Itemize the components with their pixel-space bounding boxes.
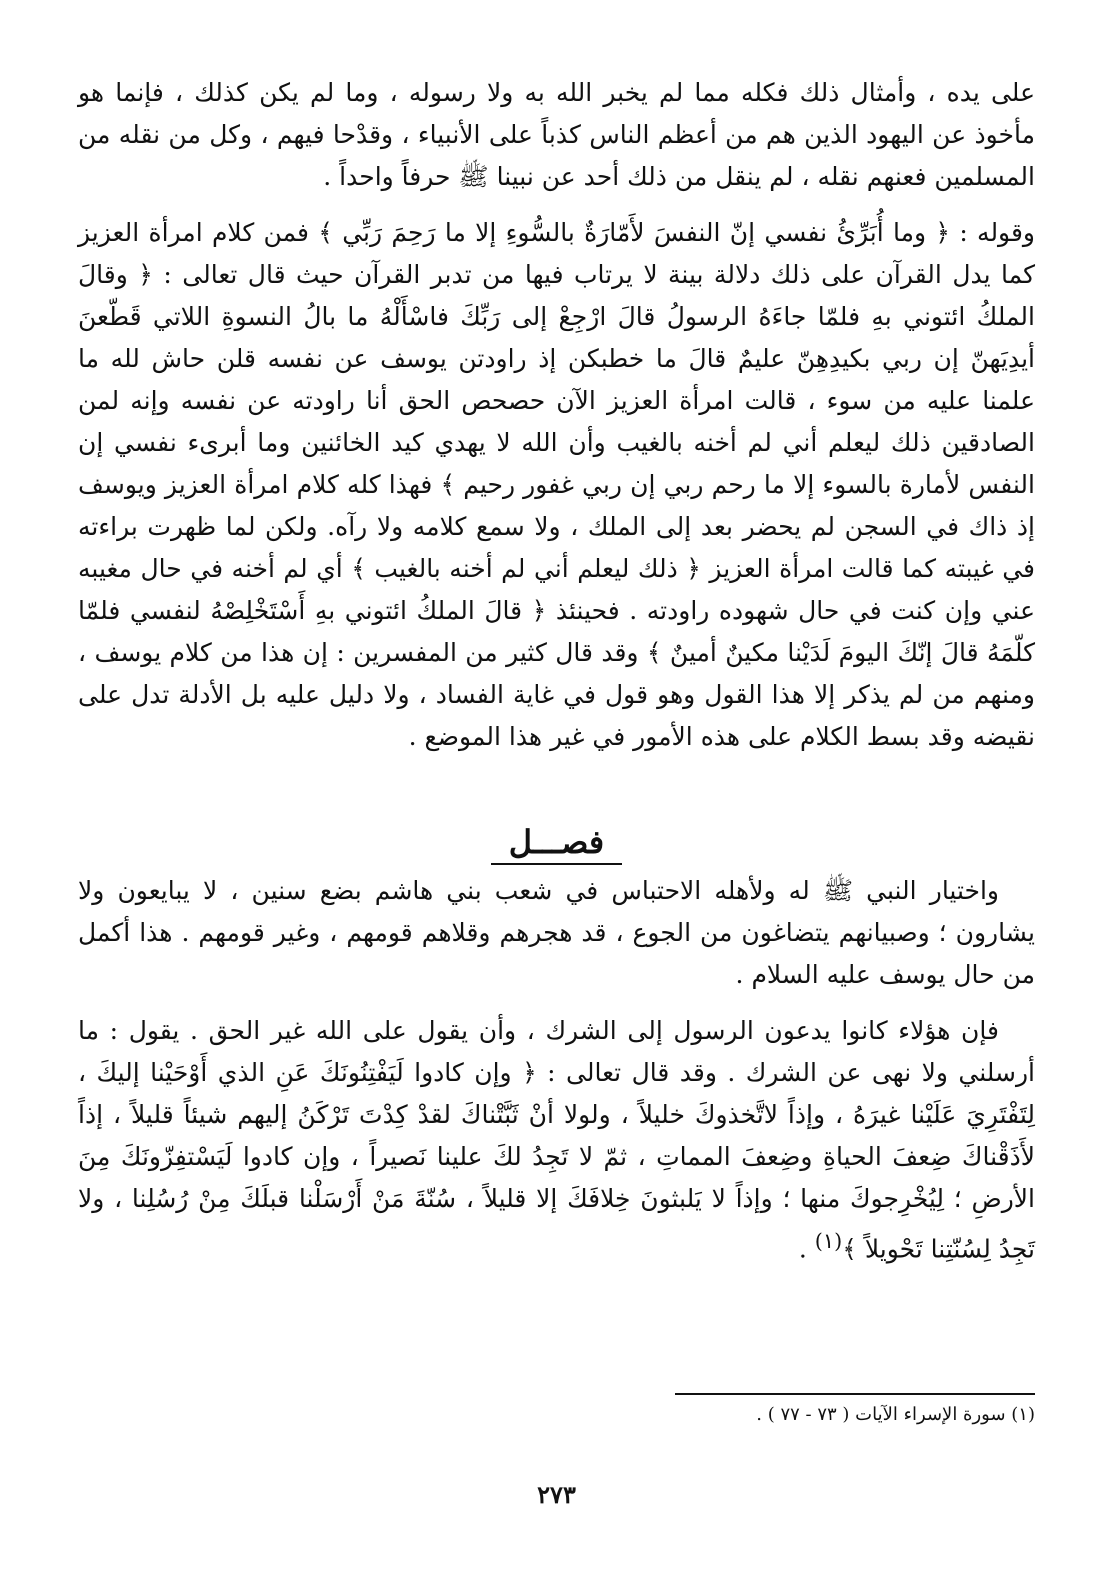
paragraph-4-end: . bbox=[798, 1234, 815, 1264]
paragraph-2: وقوله : ﴿ وما أُبَرِّئُ نفسي إنّ النفسَ لأَمّارَةٌ بالسُّوءِ إلا ما رَحِمَ رَبِّي ﴾ فمن كلام امرأة العزيز كما يدل القرآن على ذلك دلالة بينة لا يرتاب فيها من تدبر القرآن حيث قال تعالى : ﴿ وقالَ الملكُ ائتوني بهِ فلمّا جاءَهُ الرسولُ قالَ ارْجِعْ إلى رَبِّكَ فاسْأَلْهُ ما بالُ النسوةِ اللاتي قَطّعنَ أيدِيَهنّ إن ربي بكيدِهِنّ عليمٌ قالَ ما خطبكن إذ راودتن يوسف عن نفسه قلن حاش لله ما علمنا عليه من سوء ، قالت امرأة العزيز الآن حصحص الحق أنا راودته عن نفسه وإنه لمن الصادقين ذلك ليعلم أني لم أخنه بالغيب وأن الله لا يهدي كيد الخائنين وما أبرىء نفسي إن النفس لأمارة بالسوء إلا ما رحم ربي إن ربي غفور رحيم ﴾ فهذا كله كلام امرأة العزيز ويوسف إذ ذاك في السجن لم يحضر بعد إلى الملك ، ولا سمع كلامه ولا رآه. ولكن لما ظهرت براءته في غيبته كما قالت امرأة العزيز ﴿ ذلك ليعلم أني لم أخنه بالغيب ﴾ أي لم أخنه في حال مغيبه عني وإن كنت في حال شهوده راودته . فحينئذ ﴿ قالَ الملكُ ائتوني بهِ أَسْتَخْلِصْهُ لنفسي فلمّا كلّمَهُ قالَ إنّكَ اليومَ لَدَيْنا مكينٌ أمينٌ ﴾ وقد قال كثير من المفسرين : إن هذا من كلام يوسف ، ومنهم من لم يذكر إلا هذا القول وهو قول في غاية الفساد ، ولا دليل عليه بل الأدلة تدل على نقيضه وقد بسط الكلام على هذه الأمور في غير هذا الموضع . bbox=[78, 218, 1035, 751]
paragraph-1: على يده ، وأمثال ذلك فكله مما لم يخبر الله به ولا رسوله ، وما لم يكن كذلك ، فإنما هو مأخوذ عن اليهود الذين هم من أعظم الناس كذباً على الأنبياء ، وقدْحا فيهم ، وكل من نقله من المسلمين فعنهم نقله ، لم ينقل من ذلك أحد عن نبينا ﷺ حرفاً واحداً . bbox=[78, 78, 1035, 191]
paragraph-gap bbox=[78, 198, 1035, 212]
document-page bbox=[78, 72, 1035, 1579]
paragraph-4-text: فإن هؤلاء كانوا يدعون الرسول إلى الشرك ، وأن يقول على الله غير الحق . يقول : ما أرسلني ولا نهى عن الشرك . وقد قال تعالى : ﴿ وإن كادوا لَيَفْتِنُونَكَ عَنِ الذي أَوْحَيْنا إليكَ ، لِتَفْتَرِيَ عَلَيْنا غيرَهُ ، وإذاً لاتَّخذوكَ خليلاً ، ولولا أنْ ثَبَّتْناكَ لقدْ كِدْتَ تَرْكَنُ إليهم شيئاً قليلاً ، إذاً لأَذَقْناكَ ضِعفَ الحياةِ وضِعفَ المماتِ ، ثمّ لا تَجِدُ لكَ علينا نَصيراً ، وإن كادوا لَيَسْتفِزّونَكَ مِنَ الأرضِ ؛ لِيُخْرِجوكَ منها ؛ وإذاً لا يَلبثونَ خِلافَكَ إلا قليلاً ، سُنّةَ مَنْ أَرْسَلْنا قبلَكَ مِنْ رُسُلِنا ، ولا تَجِدُ لِسُنّتِنا تَحْويلاً ﴾ bbox=[78, 1016, 1035, 1264]
section-heading-text: فصـــل bbox=[491, 823, 622, 865]
footnote-reference: (١) bbox=[814, 1229, 843, 1253]
paragraph-4 bbox=[78, 1010, 1035, 1270]
footnote: (١) سورة الإسراء الآيات ( ٧٣ - ٧٧ ) . bbox=[756, 1404, 1035, 1425]
page-number: ٢٧٣ bbox=[537, 1480, 576, 1509]
paragraph-3: واختيار النبي ﷺ له ولأهله الاحتباس في شعب بني هاشم بضع سنين ، لا يبايعون ولا يشارون ؛ وصبيانهم يتضاغون من الجوع ، قد هجرهم وقلاهم قومهم ، وغير قومهم . هذا أكمل من حال يوسف عليه السلام . bbox=[78, 876, 1035, 989]
section-gap bbox=[78, 758, 1035, 820]
paragraph-gap bbox=[78, 996, 1035, 1010]
section-heading bbox=[78, 820, 1035, 864]
footnote-divider bbox=[675, 1393, 1035, 1395]
